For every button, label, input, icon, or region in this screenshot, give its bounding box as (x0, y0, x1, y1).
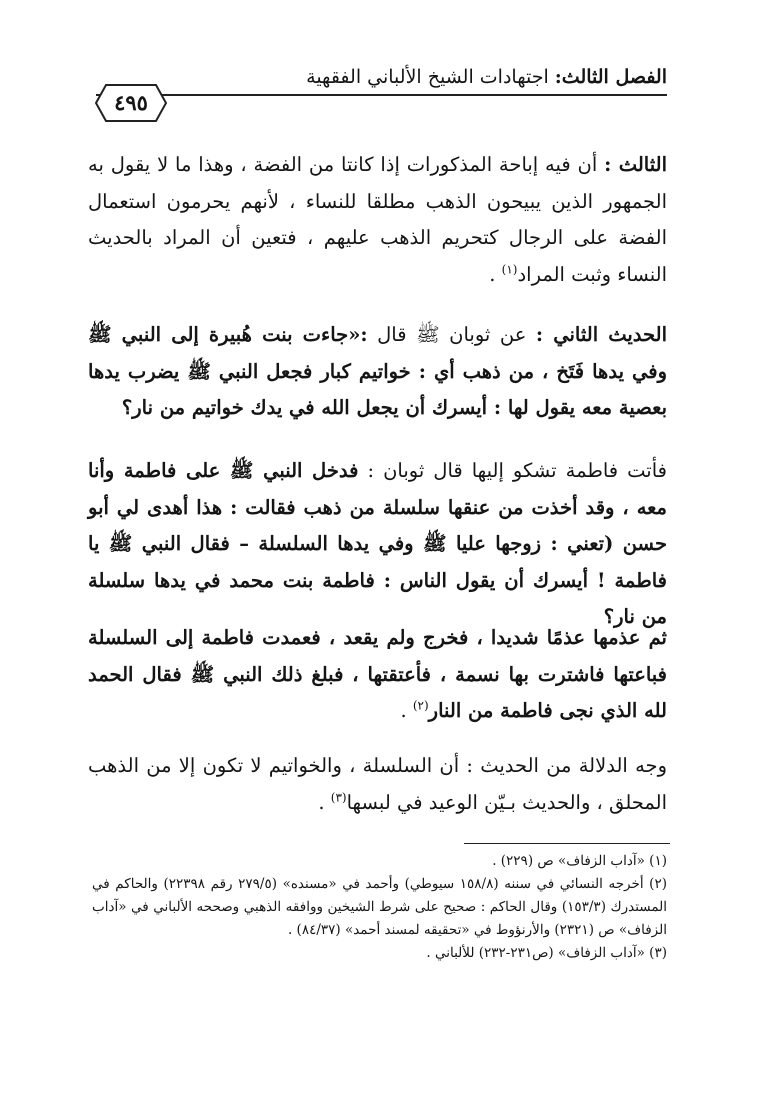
running-header (96, 62, 667, 96)
paragraph-fatima (88, 453, 667, 636)
footnote-ref: (٢) (412, 698, 429, 713)
footnote-2: (٢) أخرجه النسائي في سننه (١٥٨/٨ سيوطي) وأحمد في «مسنده» (٢٧٩/٥ رقم ٢٢٣٩٨) والحاكم في المستدرك (١٥٣/٣) وقال الحاكم : صحيح على شرط الشيخين ووافقه الذهبي وصححه الألباني في «آداب الزفاف» ص (٢٣٢١) والأرنؤوط في «تحقيقه لمسند أحمد» (٨٤/٣٧) . (92, 876, 668, 938)
footnote-1: (١) «آداب الزفاف» ص (٢٢٩) . (492, 853, 667, 869)
paragraph-evidence (88, 748, 667, 821)
paragraph-lead: الثالث : (604, 153, 667, 176)
paragraph-end: . (400, 699, 413, 722)
page-number: ٤٩٥ (114, 90, 148, 115)
hadith-quote: فدخل النبي ﷺ على فاطمة وأنا معه ، وقد أخذت من عنقها سلسلة من ذهب فقالت : هذا أهدى لي أبو حسن (تعني : زوجها عليا ﷺ وفي يدها السلسلة – فقال النبي ﷺ يا فاطمة ! أيسرك أن يقول الناس : فاطمة بنت محمد في يدها سلسلة من نار؟ (88, 459, 667, 628)
paragraph-end: . (318, 790, 331, 814)
hadith-quote: ثم عذمها عذمًا شديدا ، فخرج ولم يقعد ، فعمدت فاطمة إلى السلسلة فباعتها فاشترت بها نسمة ، فأعتقتها ، فبلغ ذلك النبي ﷺ فقال الحمد لله الذي نجى فاطمة من النار (88, 626, 667, 722)
paragraph-third-point (88, 147, 667, 293)
paragraph-lead: الحديث الثاني : (535, 323, 667, 346)
page-number-badge (94, 82, 168, 124)
header-title (306, 66, 667, 88)
paragraph-text: أن فيه إباحة المذكورات إذا كانتا من الفضة ، وهذا ما لا يقول به الجمهور الذين يبيحون الذهب مطلقا للنساء ، لأنهم يحرمون استعمال الفضة على الرجال كتحريم الذهب عليهم ، فتعين أن المراد بالحديث النساء وثبت المراد (88, 153, 667, 286)
paragraph-continuation (88, 620, 667, 730)
paragraph-second-hadith (88, 317, 667, 427)
header-colon: : (554, 66, 562, 88)
header-subtitle: اجتهادات الشيخ الألباني الفقهية (306, 66, 549, 88)
footnote-ref: (١) (501, 262, 518, 276)
hadith-quote: :«جاءت بنت هُبيرة إلى النبي ﷺ وفي يدها فَتَخ ، من ذهب أي : خواتيم كبار فجعل النبي ﷺ يضرب يدها بعصية معه يقول لها : أيسرك أن يجعل الله في يدك خواتيم من نار؟ (88, 323, 667, 419)
paragraph-text: فأتت فاطمة تشكو إليها قال ثوبان : (358, 459, 667, 482)
paragraph-text: وجه الدلالة من الحديث : أن السلسلة ، والخواتيم لا تكون إلا من الذهب المحلق ، والحديث بـيّن الوعيد في لبسها (88, 754, 667, 814)
chapter-label: الفصل الثالث (561, 66, 667, 88)
paragraph-text: عن ثوبان ﷺ قال (367, 323, 536, 346)
paragraph-end: . (489, 262, 502, 286)
footnote-separator (464, 843, 670, 844)
footnote-ref: (٣) (330, 790, 347, 804)
footnote-3: (٣) «آداب الزفاف» (ص٢٣١-٢٣٢) للألباني . (426, 945, 667, 961)
footnotes (92, 850, 667, 965)
